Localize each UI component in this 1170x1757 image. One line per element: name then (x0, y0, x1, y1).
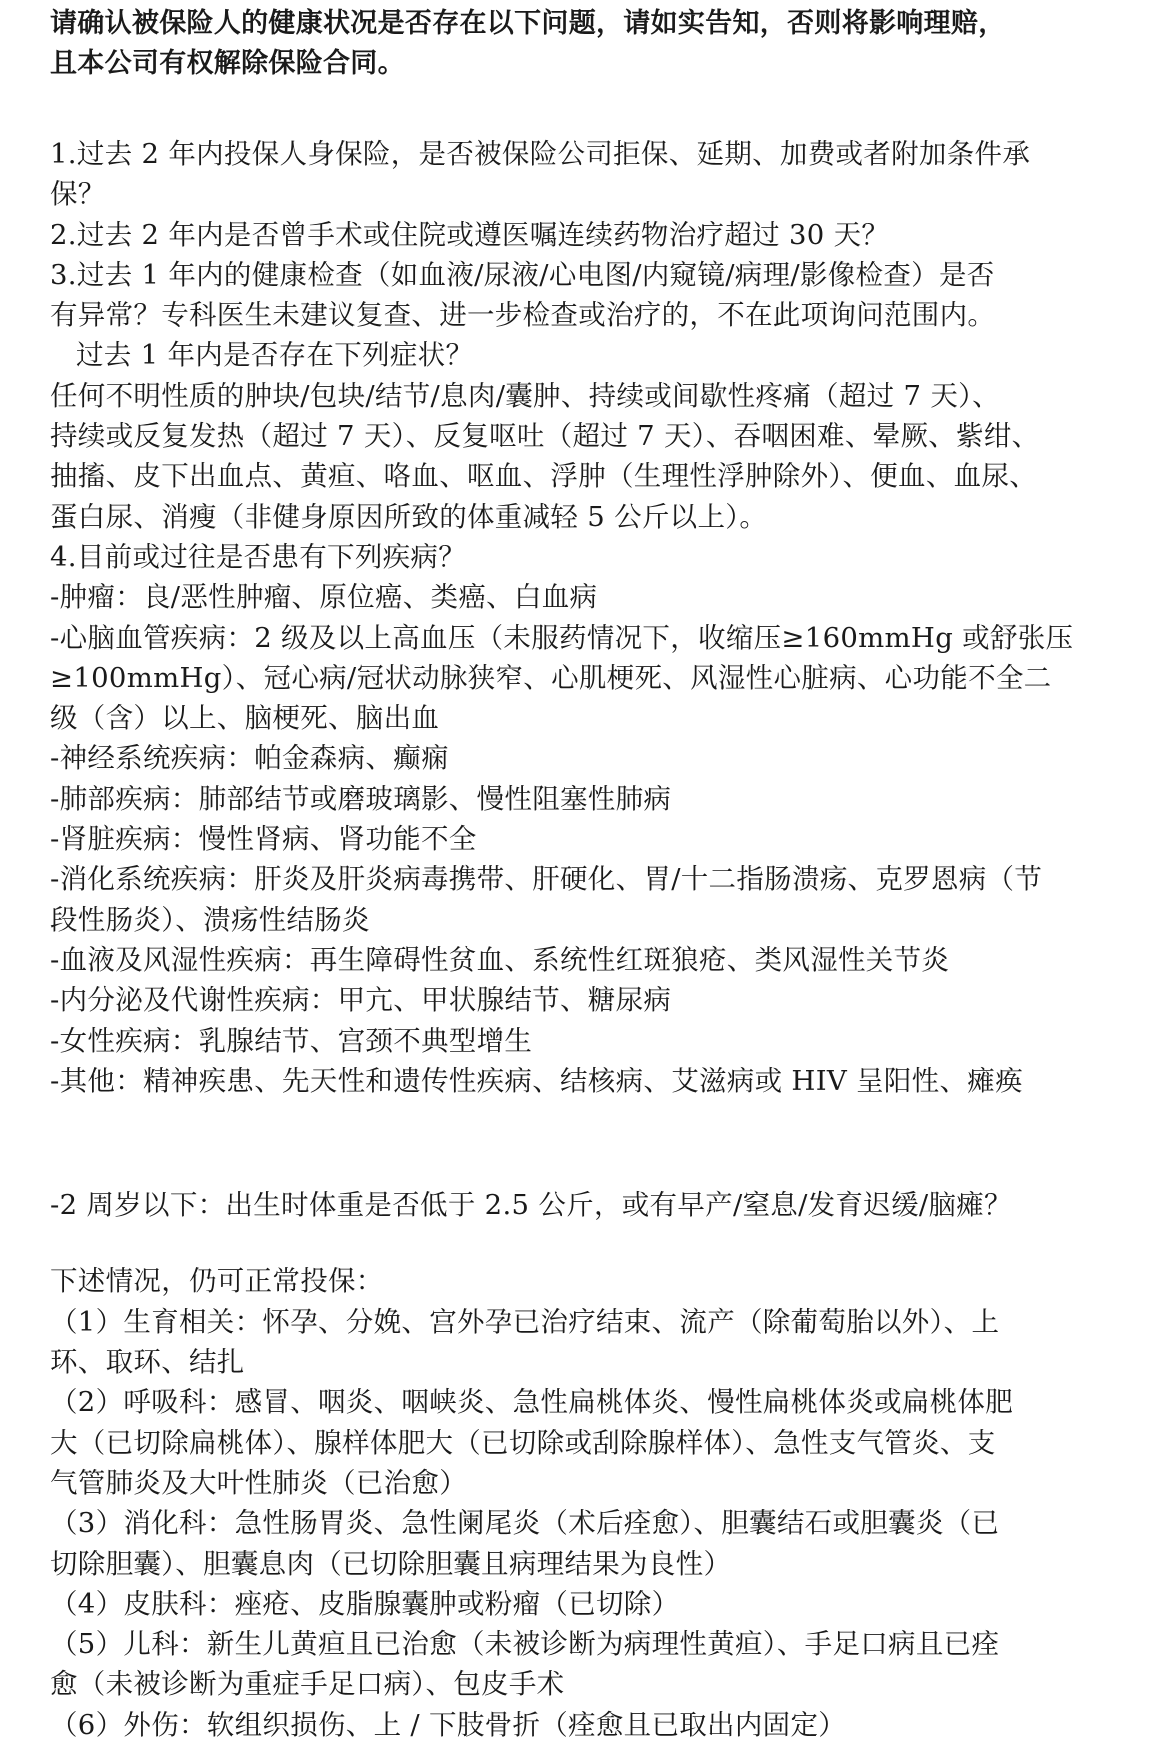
disease-item-other: -其他：精神疾患、先天性和遗传性疾病、结核病、艾滋病或 HIV 呈阳性、瘫痪 (50, 1064, 1023, 1097)
question-3-line: 3.过去 1 年内的健康检查（如血液/尿液/心电图/内窥镜/病理/影像检查）是否 (50, 258, 995, 291)
header-line: 且本公司有权解除保险合同。 (50, 48, 405, 79)
symptoms-line: 任何不明性质的肿块/包块/结节/息肉/囊肿、持续或间歇性疼痛（超过 7 天）、 (50, 379, 1000, 412)
exceptions-heading: 下述情况，仍可正常投保： (50, 1265, 384, 1298)
spacer (50, 1101, 1130, 1185)
symptoms-line: 持续或反复发热（超过 7 天）、反复呕吐（超过 7 天）、吞咽困难、晕厥、紫绀、 (50, 420, 1040, 453)
disease-item-lung: -肺部疾病：肺部结节或磨玻璃影、慢性阻塞性肺病 (50, 782, 672, 815)
exception-item-respiratory: （2）呼吸科：感冒、咽炎、咽峡炎、急性扁桃体炎、慢性扁桃体炎或扁桃体肥 (50, 1386, 1013, 1419)
header-line: 请确认被保险人的健康状况是否存在以下问题，请如实告知，否则将影响理赔， (50, 8, 1006, 39)
exception-item-skin: （4）皮肤科：痤疮、皮脂腺囊肿或粉瘤（已切除） (50, 1587, 680, 1620)
infant-question-line: -2 周岁以下：出生时体重是否低于 2.5 公斤，或有早产/窒息/发育迟缓/脑瘫？ (50, 1189, 1012, 1222)
document-header (50, 4, 1130, 84)
question-4-line: 4.目前或过往是否患有下列疾病？ (50, 540, 467, 573)
disease-item-digestive: 段性肠炎）、溃疡性结肠炎 (50, 903, 370, 936)
spacer (50, 84, 1130, 134)
exception-item-digestive: 切除胆囊）、胆囊息肉（已切除胆囊且病理结果为良性） (50, 1547, 732, 1580)
question-2-line: 2.过去 2 年内是否曾手术或住院或遵医嘱连续药物治疗超过 30 天？ (50, 218, 890, 251)
health-questions (50, 134, 1130, 1101)
symptoms-line: 蛋白尿、消瘦（非健身原因所致的体重减轻 5 公斤以上）。 (50, 500, 768, 533)
disease-item-endocrine: -内分泌及代谢性疾病：甲亢、甲状腺结节、糖尿病 (50, 984, 672, 1017)
disease-item-digestive: -消化系统疾病：肝炎及肝炎病毒携带、肝硬化、胃/十二指肠溃疡、克罗恩病（节 (50, 863, 1043, 896)
declaration-document (50, 4, 1130, 1745)
disease-item-kidney: -肾脏疾病：慢性肾病、肾功能不全 (50, 823, 477, 856)
question-1-line: 保？ (50, 178, 106, 211)
insurable-exceptions (50, 1261, 1130, 1745)
exception-item-respiratory: 大（已切除扁桃体）、腺样体肥大（已切除或刮除腺样体）、急性支气管炎、支 (50, 1426, 996, 1459)
exception-item-pediatric: （5）儿科：新生儿黄疸且已治愈（未被诊断为病理性黄疸）、手足口病且已痊 (50, 1628, 1000, 1661)
spacer (50, 1225, 1130, 1261)
exception-item-pediatric: 愈（未被诊断为重症手足口病）、包皮手术 (50, 1668, 565, 1701)
exception-item-reproductive: （1）生育相关：怀孕、分娩、宫外孕已治疗结束、流产（除葡萄胎以外）、上 (50, 1305, 1000, 1338)
disease-item-neuro: -神经系统疾病：帕金森病、癫痫 (50, 742, 449, 775)
symptoms-question: 过去 1 年内是否存在下列症状？ (76, 339, 474, 372)
exception-item-digestive: （3）消化科：急性肠胃炎、急性阑尾炎（术后痊愈）、胆囊结石或胆囊炎（已 (50, 1507, 1000, 1540)
disease-item-female: -女性疾病：乳腺结节、宫颈不典型增生 (50, 1024, 533, 1057)
disease-item-cardio: 级（含）以上、脑梗死、脑出血 (50, 702, 440, 735)
question-3-line: 有异常？专科医生未建议复查、进一步检查或治疗的，不在此项询问范围内。 (50, 299, 996, 332)
infant-question (50, 1185, 1130, 1225)
symptoms-line: 抽搐、皮下出血点、黄疸、咯血、呕血、浮肿（生理性浮肿除外）、便血、血尿、 (50, 460, 1038, 493)
disease-item-tumor: -肿瘤：良/恶性肿瘤、原位癌、类癌、白血病 (50, 581, 598, 614)
disease-item-cardio: ≥100mmHg）、冠心病/冠状动脉狭窄、心肌梗死、风湿性心脏病、心功能不全二 (50, 661, 1052, 694)
disease-item-blood: -血液及风湿性疾病：再生障碍性贫血、系统性红斑狼疮、类风湿性关节炎 (50, 943, 950, 976)
exception-item-trauma: （6）外伤：软组织损伤、上 / 下肢骨折（痊愈且已取出内固定） (50, 1708, 847, 1741)
exception-item-reproductive: 环、取环、结扎 (50, 1346, 245, 1379)
exception-item-respiratory: 气管肺炎及大叶性肺炎（已治愈） (50, 1466, 467, 1499)
disease-item-cardio: -心脑血管疾病：2 级及以上高血压（未服药情况下，收缩压≥160mmHg 或舒张压 (50, 621, 1074, 654)
question-1-line: 1.过去 2 年内投保人身保险，是否被保险公司拒保、延期、加费或者附加条件承 (50, 138, 1031, 170)
